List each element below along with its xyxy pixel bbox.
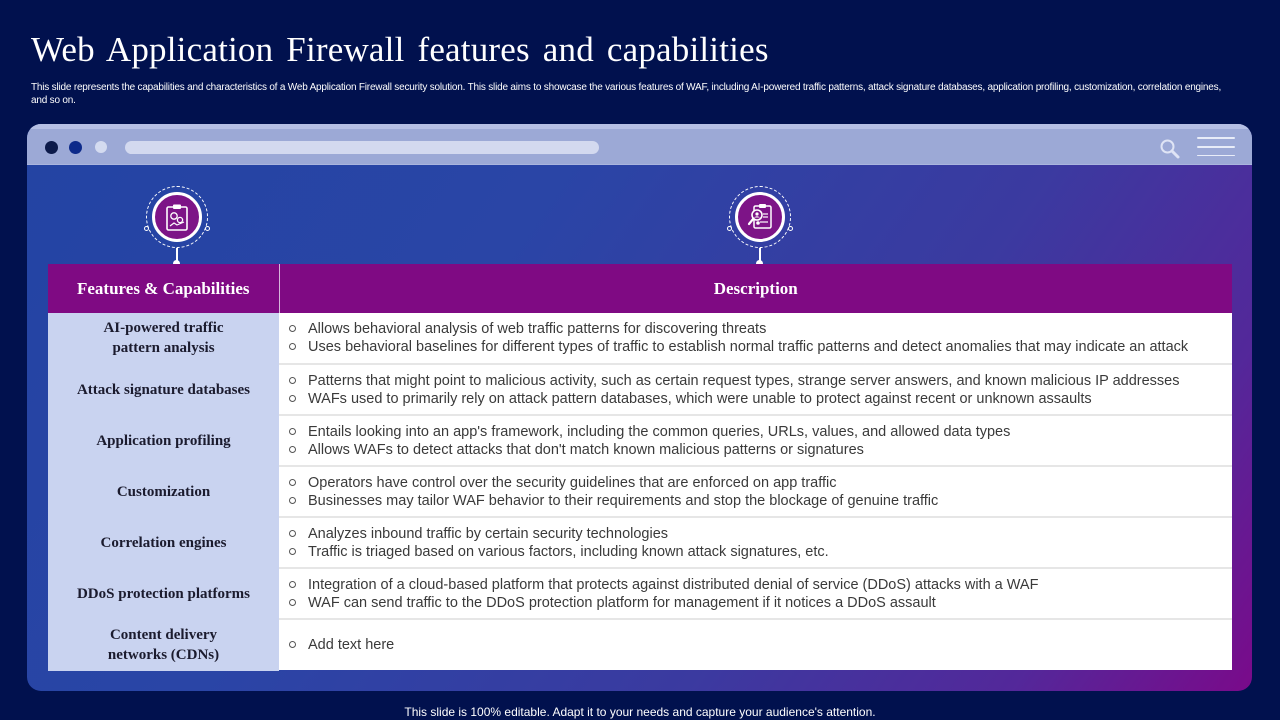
feature-cell [48,415,279,466]
circle-bullet-icon [289,377,296,384]
window-dot-light-icon [95,141,107,153]
description-cell [279,415,1232,466]
bullet-text: Integration of a cloud-based platform that protects against distributed denial of service (DDoS) attacks with a WAF [308,576,1039,593]
circle-bullet-icon [289,530,296,537]
circle-bullet-icon [289,446,296,453]
badge-description [729,186,791,248]
feature-cell [48,568,279,619]
bullet-text: Operators have control over the security guidelines that are enforced on app traffic [308,474,837,491]
bullet-item [289,474,1232,492]
circle-bullet-icon [289,428,296,435]
clipboard-gears-icon [152,192,202,242]
bullet-text: Add text here [308,637,395,653]
bullet-item [289,390,1232,408]
circle-bullet-icon [289,581,296,588]
address-bar [125,141,599,154]
feature-label: Correlation engines [100,534,227,551]
bullet-item [289,525,1232,543]
feature-cell [48,517,279,568]
feature-cell [48,619,279,670]
header-description: Description [279,264,1232,313]
bullet-item [289,372,1232,390]
table-row [48,364,1232,415]
table-header-row [48,264,1232,313]
window-dot-blue-icon [69,141,82,154]
description-cell [279,313,1232,364]
bullet-text: Analyzes inbound traffic by certain security technologies [308,525,669,542]
bullet-item [289,320,1232,338]
description-cell [279,517,1232,568]
slide-footer: This slide is 100% editable. Adapt it to your needs and capture your audience's attention. [404,705,876,719]
circle-bullet-icon [289,395,296,402]
circle-bullet-icon [289,548,296,555]
bullet-item [289,636,1232,654]
table-row [48,313,1232,364]
circle-bullet-icon [289,497,296,504]
bullet-item [289,492,1232,510]
circle-bullet-icon [289,325,296,332]
bullet-text: Entails looking into an app's framework, including the common queries, URLs, values, and allowed data types [308,423,1011,440]
feature-label: Attack signature databases [76,381,251,398]
table-row [48,619,1232,670]
circle-bullet-icon [289,479,296,486]
description-cell [279,619,1232,670]
browser-window-frame [27,124,1252,691]
clipboard-magnifier-user-icon [735,192,785,242]
bullet-text: Patterns that might point to malicious activity, such as certain request types, strange server answers, and known malicious IP addresses [308,372,1180,389]
bullet-item [289,441,1232,459]
hamburger-menu-icon [1197,137,1235,159]
bullet-text: Allows WAFs to detect attacks that don't match known malicious patterns or signatures [308,441,864,458]
table-row [48,415,1232,466]
description-cell [279,466,1232,517]
bullet-item [289,543,1232,561]
bullet-item [289,576,1232,594]
search-icon [1159,138,1181,160]
bullet-text: Uses behavioral baselines for different types of traffic to establish normal traffic patterns and detect anomalies that may indicate an attack [308,339,1189,355]
window-title-bar [27,124,1252,165]
feature-cell [48,313,279,364]
feature-label: Application profiling [96,432,231,449]
bullet-text: Traffic is triaged based on various factors, including known attack signatures, etc. [308,543,829,560]
bullet-text: Allows behavioral analysis of web traffic patterns for discovering threats [308,321,767,337]
feature-label: Content delivery networks (CDNs) [107,626,220,663]
bullet-item [289,338,1232,356]
bullet-item [289,594,1232,612]
circle-bullet-icon [289,641,296,648]
table-row [48,466,1232,517]
bullet-text: Businesses may tailor WAF behavior to their requirements and stop the blockage of genuine traffic [308,492,939,509]
bullet-text: WAFs used to primarily rely on attack pattern databases, which were unable to protect against recent or unknown assaults [308,390,1092,407]
header-features: Features & Capabilities [48,264,279,313]
feature-cell [48,364,279,415]
bullet-item [289,423,1232,441]
description-cell [279,364,1232,415]
slide-subtitle: This slide represents the capabilities and characteristics of a Web Application Firewall security solution. This slide aims to showcase the various features of WAF, including AI-powered traffic patterns, attack signature databases, application profiling, customization, correlation engines, and so on. [31,82,1222,106]
slide-title: Web Application Firewall features and capabilities [31,30,769,69]
window-dot-dark-icon [45,141,58,154]
description-cell [279,568,1232,619]
table-row [48,517,1232,568]
table-row [48,568,1232,619]
badge-features [146,186,208,248]
feature-label: AI-powered traffic pattern analysis [103,320,224,357]
features-table [48,264,1232,671]
bullet-text: WAF can send traffic to the DDoS protection platform for management if it notices a DDoS assault [308,594,936,611]
feature-label: DDoS protection platforms [76,585,251,602]
feature-cell [48,466,279,517]
circle-bullet-icon [289,343,296,350]
circle-bullet-icon [289,599,296,606]
feature-label: Customization [116,483,211,500]
